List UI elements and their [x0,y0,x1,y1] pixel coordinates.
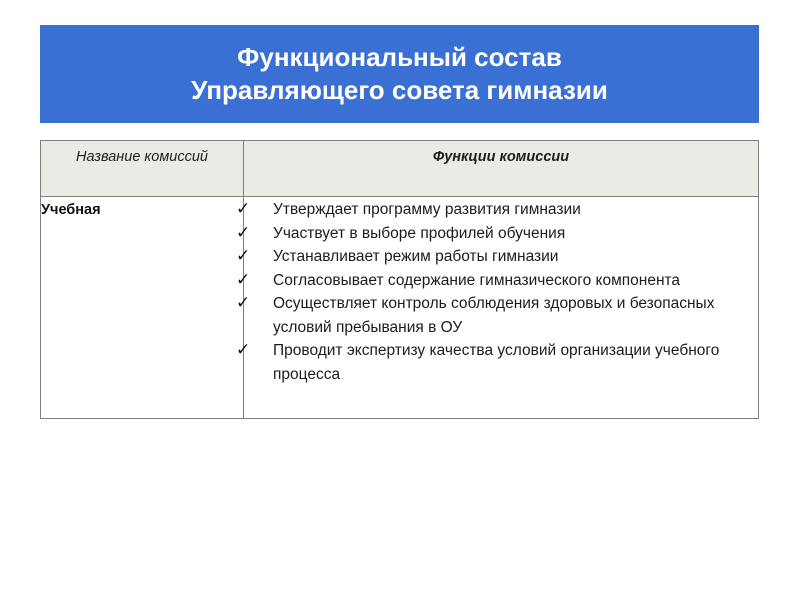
list-item [236,292,756,339]
table-header-row [41,141,758,197]
function-text: Устанавливает режим работы гимназии [273,248,559,265]
function-text: Согласовывает содержание гимназического компонента [273,271,681,289]
list-item [236,245,756,269]
function-text: Участвует в выборе профилей обучения [273,224,566,242]
checkmark-icon: ✓ [236,269,251,290]
list-item [236,222,756,246]
header-commission-name: Название комиссий [76,149,208,165]
checkmark-icon: ✓ [236,246,251,266]
checkmark-icon: ✓ [236,340,251,360]
function-text: Осуществляет контроль соблюдения здоровых и безопасных условий пребывания в ОУ [273,295,715,336]
checkmark-icon: ✓ [236,293,251,313]
commission-table [40,140,759,419]
list-item [236,198,756,222]
functions-list [236,198,756,386]
checkmark-icon: ✓ [236,199,251,219]
title-line-2: Управляющего совета гимназии [191,75,608,105]
checkmark-icon: ✓ [236,222,251,243]
commission-name-cell: Учебная [41,202,101,218]
header-commission-functions: Функции комиссии [432,149,570,165]
list-item [236,339,756,386]
title-banner [40,25,759,123]
function-text: Утверждает программу развития гимназии [273,201,581,218]
list-item [236,269,756,293]
title-line-1: Функциональный состав [237,42,562,72]
function-text: Проводит экспертизу качества условий организации учебного процесса [273,342,720,383]
